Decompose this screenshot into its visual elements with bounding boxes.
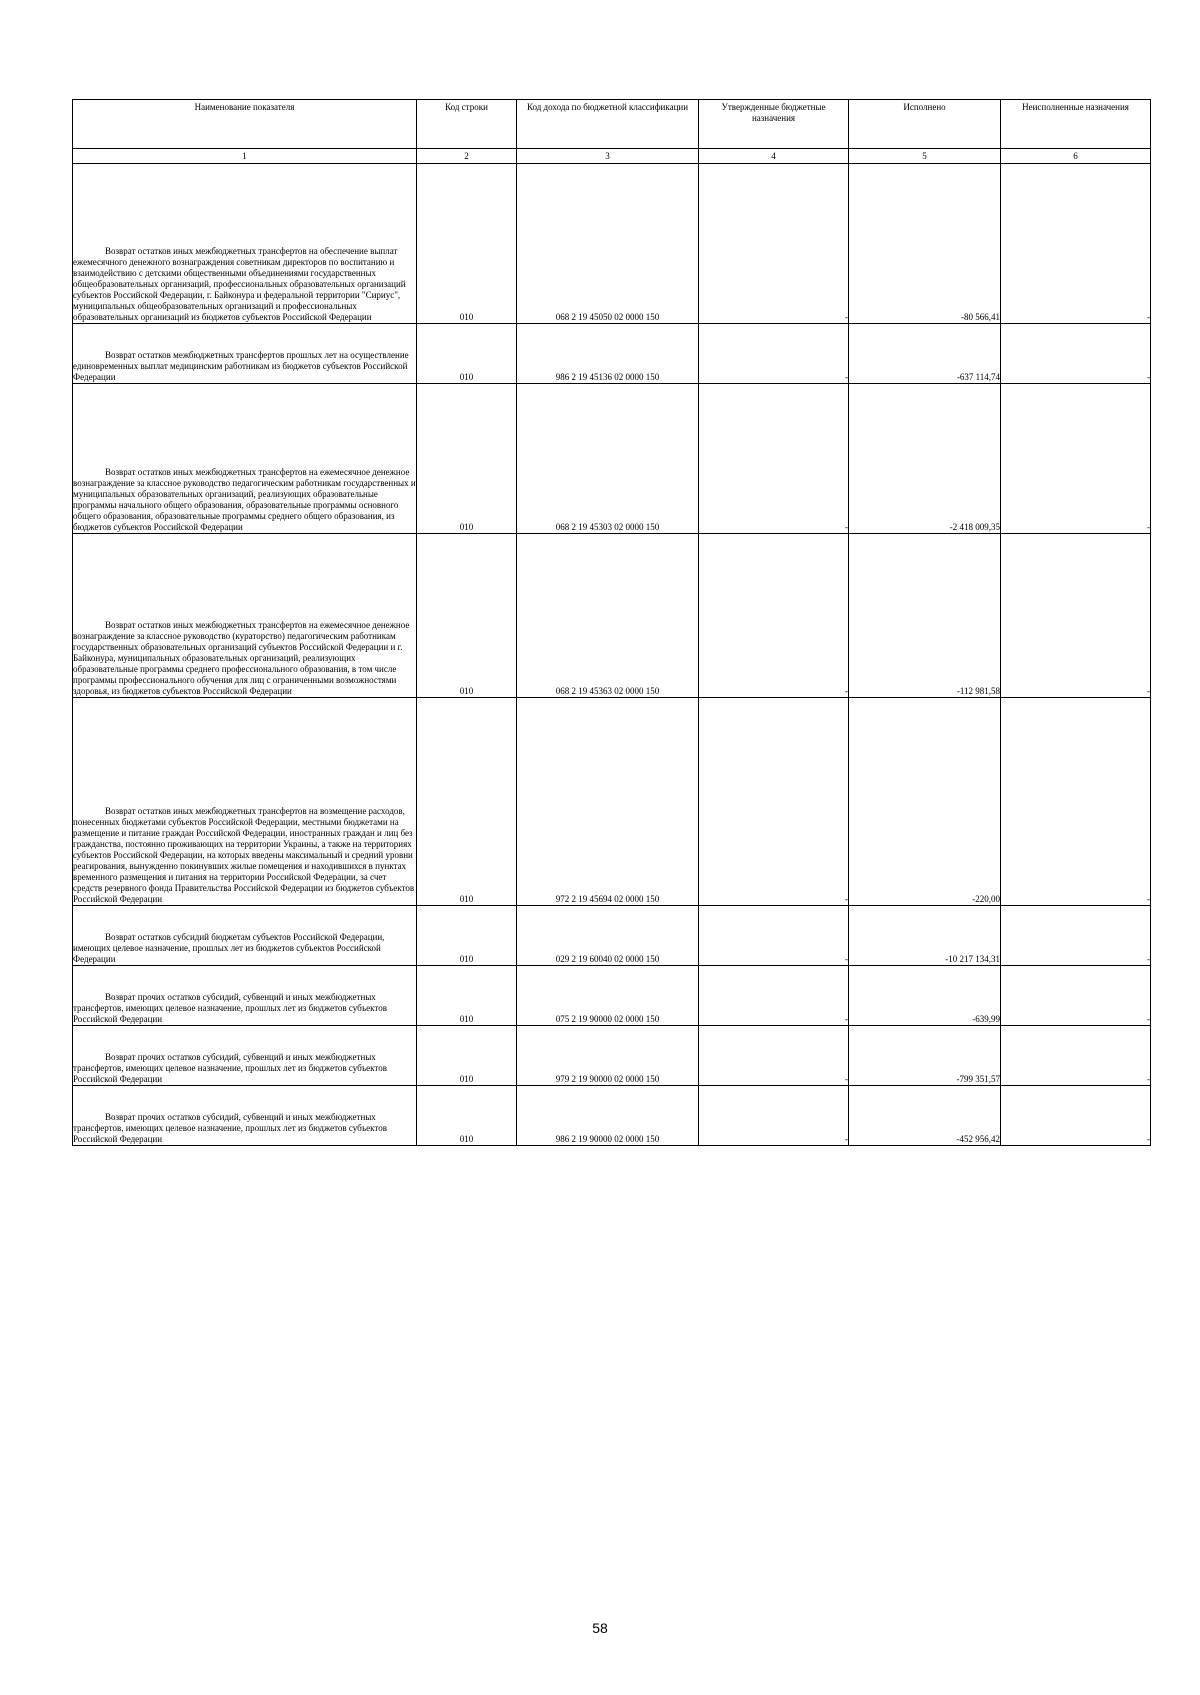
budget-income-table (72, 99, 1151, 1146)
row-line-code: 010 (417, 698, 517, 906)
row-unexecuted: - (1001, 1086, 1151, 1146)
column-number-row (73, 149, 1151, 164)
row-name: Возврат остатков иных межбюджетных трансфертов на обеспечение выплат ежемесячного денежного вознаграждения советникам директоров по воспитанию и взаимодействию с детскими общественными объединениями государственных общеобразовательных организаций, профессиональных образовательных организаций субъектов Российской Федерации, г. Байконура и федеральной территории "Сириус", муниципальных общеобразовательных организаций и профессиональных образовательных организаций из бюджетов субъектов Российской Федерации (73, 164, 417, 324)
row-unexecuted: - (1001, 906, 1151, 966)
row-line-code: 010 (417, 906, 517, 966)
row-approved: - (699, 1086, 849, 1146)
row-unexecuted: - (1001, 698, 1151, 906)
row-name: Возврат остатков субсидий бюджетам субъектов Российской Федерации, имеющих целевое назначение, прошлых лет из бюджетов субъектов Российской Федерации (73, 906, 417, 966)
row-name: Возврат прочих остатков субсидий, субвенций и иных межбюджетных трансфертов, имеющих целевое назначение, прошлых лет из бюджетов субъектов Российской Федерации (73, 1026, 417, 1086)
row-executed: -112 981,58 (849, 534, 1001, 698)
column-number: 3 (517, 149, 699, 164)
row-unexecuted: - (1001, 966, 1151, 1026)
row-income-code: 986 2 19 45136 02 0000 150 (517, 324, 699, 384)
column-number: 4 (699, 149, 849, 164)
table-row (73, 1026, 1151, 1086)
row-executed: -220,00 (849, 698, 1001, 906)
table-row (73, 164, 1151, 324)
table-row (73, 1086, 1151, 1146)
budget-report-sheet (72, 99, 1150, 1146)
row-income-code: 068 2 19 45050 02 0000 150 (517, 164, 699, 324)
row-income-code: 068 2 19 45363 02 0000 150 (517, 534, 699, 698)
header-approved: Утвержденные бюджетные назначения (699, 100, 849, 149)
row-name: Возврат остатков иных межбюджетных трансфертов на ежемесячное денежное вознаграждение за классное руководство (кураторство) педагогическим работникам государственных образовательных организаций субъектов Российской Федерации и г. Байконура, муниципальных образовательных организаций, реализующих образовательные программы среднего профессионального образования, в том числе программы профессионального обучения для лиц с ограниченными возможностями здоровья, из бюджетов субъектов Российской Федерации (73, 534, 417, 698)
row-unexecuted: - (1001, 1026, 1151, 1086)
row-line-code: 010 (417, 534, 517, 698)
header-indicator-name: Наименование показателя (73, 100, 417, 149)
row-name: Возврат прочих остатков субсидий, субвенций и иных межбюджетных трансфертов, имеющих целевое назначение, прошлых лет из бюджетов субъектов Российской Федерации (73, 1086, 417, 1146)
row-line-code: 010 (417, 384, 517, 534)
row-line-code: 010 (417, 324, 517, 384)
row-approved: - (699, 164, 849, 324)
table-row (73, 966, 1151, 1026)
row-line-code: 010 (417, 164, 517, 324)
header-income-code: Код дохода по бюджетной классификации (517, 100, 699, 149)
row-executed: -639,99 (849, 966, 1001, 1026)
column-number: 5 (849, 149, 1001, 164)
table-row (73, 324, 1151, 384)
row-executed: -452 956,42 (849, 1086, 1001, 1146)
row-approved: - (699, 698, 849, 906)
table-row (73, 906, 1151, 966)
row-name: Возврат остатков иных межбюджетных трансфертов на ежемесячное денежное вознаграждение за классное руководство педагогическим работникам государственных и муниципальных образовательных организаций, реализующих образовательные программы начального общего образования, образовательные программы основного общего образования, образовательные программы среднего общего образования, из бюджетов субъектов Российской Федерации (73, 384, 417, 534)
row-unexecuted: - (1001, 164, 1151, 324)
page-number: 58 (592, 1620, 608, 1636)
header-line-code: Код строки (417, 100, 517, 149)
row-line-code: 010 (417, 1026, 517, 1086)
row-approved: - (699, 384, 849, 534)
row-approved: - (699, 1026, 849, 1086)
row-line-code: 010 (417, 1086, 517, 1146)
row-line-code: 010 (417, 966, 517, 1026)
table-row (73, 384, 1151, 534)
table-row (73, 534, 1151, 698)
table-header-row (73, 100, 1151, 149)
row-income-code: 029 2 19 60040 02 0000 150 (517, 906, 699, 966)
row-executed: -2 418 009,35 (849, 384, 1001, 534)
column-number: 2 (417, 149, 517, 164)
row-executed: -80 566,41 (849, 164, 1001, 324)
row-income-code: 068 2 19 45303 02 0000 150 (517, 384, 699, 534)
row-income-code: 979 2 19 90000 02 0000 150 (517, 1026, 699, 1086)
row-executed: -10 217 134,31 (849, 906, 1001, 966)
column-number: 6 (1001, 149, 1151, 164)
column-number: 1 (73, 149, 417, 164)
row-name: Возврат прочих остатков субсидий, субвенций и иных межбюджетных трансфертов, имеющих целевое назначение, прошлых лет из бюджетов субъектов Российской Федерации (73, 966, 417, 1026)
row-approved: - (699, 324, 849, 384)
row-approved: - (699, 966, 849, 1026)
row-executed: -637 114,74 (849, 324, 1001, 384)
table-row (73, 698, 1151, 906)
row-unexecuted: - (1001, 384, 1151, 534)
row-income-code: 986 2 19 90000 02 0000 150 (517, 1086, 699, 1146)
header-unexecuted: Неисполненные назначения (1001, 100, 1151, 149)
row-name: Возврат остатков межбюджетных трансфертов прошлых лет на осуществление единовременных выплат медицинским работникам из бюджетов субъектов Российской Федерации (73, 324, 417, 384)
row-executed: -799 351,57 (849, 1026, 1001, 1086)
header-executed: Исполнено (849, 100, 1001, 149)
row-income-code: 972 2 19 45694 02 0000 150 (517, 698, 699, 906)
row-unexecuted: - (1001, 534, 1151, 698)
row-approved: - (699, 534, 849, 698)
row-approved: - (699, 906, 849, 966)
row-unexecuted: - (1001, 324, 1151, 384)
row-income-code: 075 2 19 90000 02 0000 150 (517, 966, 699, 1026)
row-name: Возврат остатков иных межбюджетных трансфертов на возмещение расходов, понесенных бюджетами субъектов Российской Федерации, местными бюджетами на размещение и питание граждан Российской Федерации, иностранных граждан и лиц без гражданства, постоянно проживающих на территории Украины, а также на территориях субъектов Российской Федерации, на которых введены максимальный и средний уровни реагирования, вынужденно покинувших жилые помещения и находившихся в пунктах временного размещения и питания на территории Российской Федерации, за счет средств резервного фонда Правительства Российской Федерации из бюджетов субъектов Российской Федерации (73, 698, 417, 906)
